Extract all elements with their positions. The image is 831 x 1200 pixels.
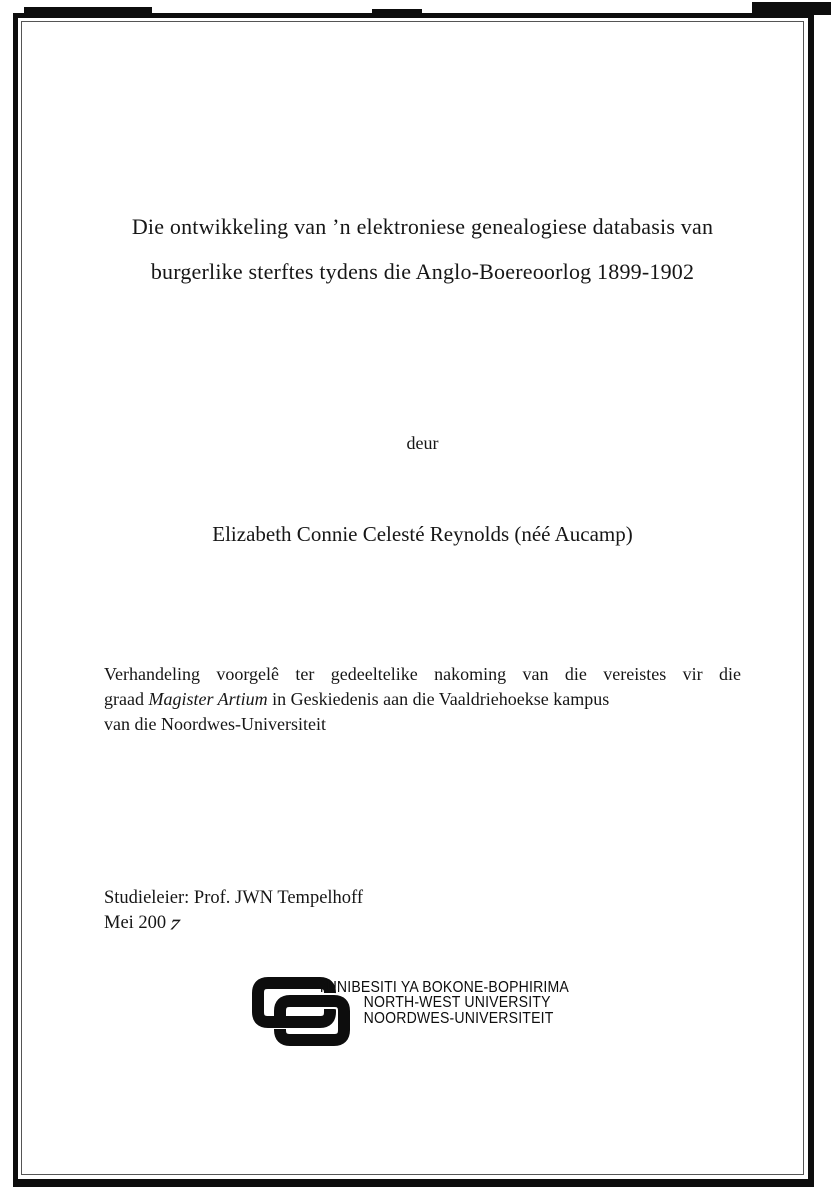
thesis-title (14, 204, 831, 294)
thesis-title-line2: burgerlike sterftes tydens die Anglo-Boereoorlog 1899-1902 (150, 259, 695, 284)
date-last-digit: 7 (167, 917, 183, 934)
degree-name-italic: Magister Artium (148, 689, 268, 709)
date-line (104, 911, 363, 936)
degree-statement (104, 662, 741, 737)
date-prefix: Mei 200 (104, 913, 167, 933)
degree-statement-line3: van die Noordwes-Universiteit (104, 714, 326, 734)
nwu-logo-text-line1: YUNIBESITI YA BOKONE-BOPHIRIMA (317, 979, 569, 996)
thesis-title-line1: Die ontwikkeling van ’n elektroniese genealogiese databasis van (131, 214, 714, 239)
nwu-logo-text-line2: NORTH-WEST UNIVERSITY (363, 994, 551, 1012)
degree-statement-line1: Verhandeling voorgelê ter gedeeltelike nakoming van die vereistes vir die (104, 664, 741, 684)
supervisor-block (104, 886, 363, 936)
degree-statement-line2 (104, 687, 741, 712)
nwu-logo-text-line3: NOORDWES-UNIVERSITEIT (363, 1009, 554, 1027)
degree-statement-line2-post: in Geskiedenis aan die Vaaldriehoekse kampus (267, 689, 610, 709)
author-name: Elizabeth Connie Celesté Reynolds (néé Aucamp) (212, 522, 633, 546)
nwu-logo-text (317, 980, 569, 1026)
degree-statement-line2-pre: graad (104, 689, 149, 709)
supervisor-line: Studieleier: Prof. JWN Tempelhoff (104, 888, 364, 908)
byline: deur (406, 433, 439, 453)
